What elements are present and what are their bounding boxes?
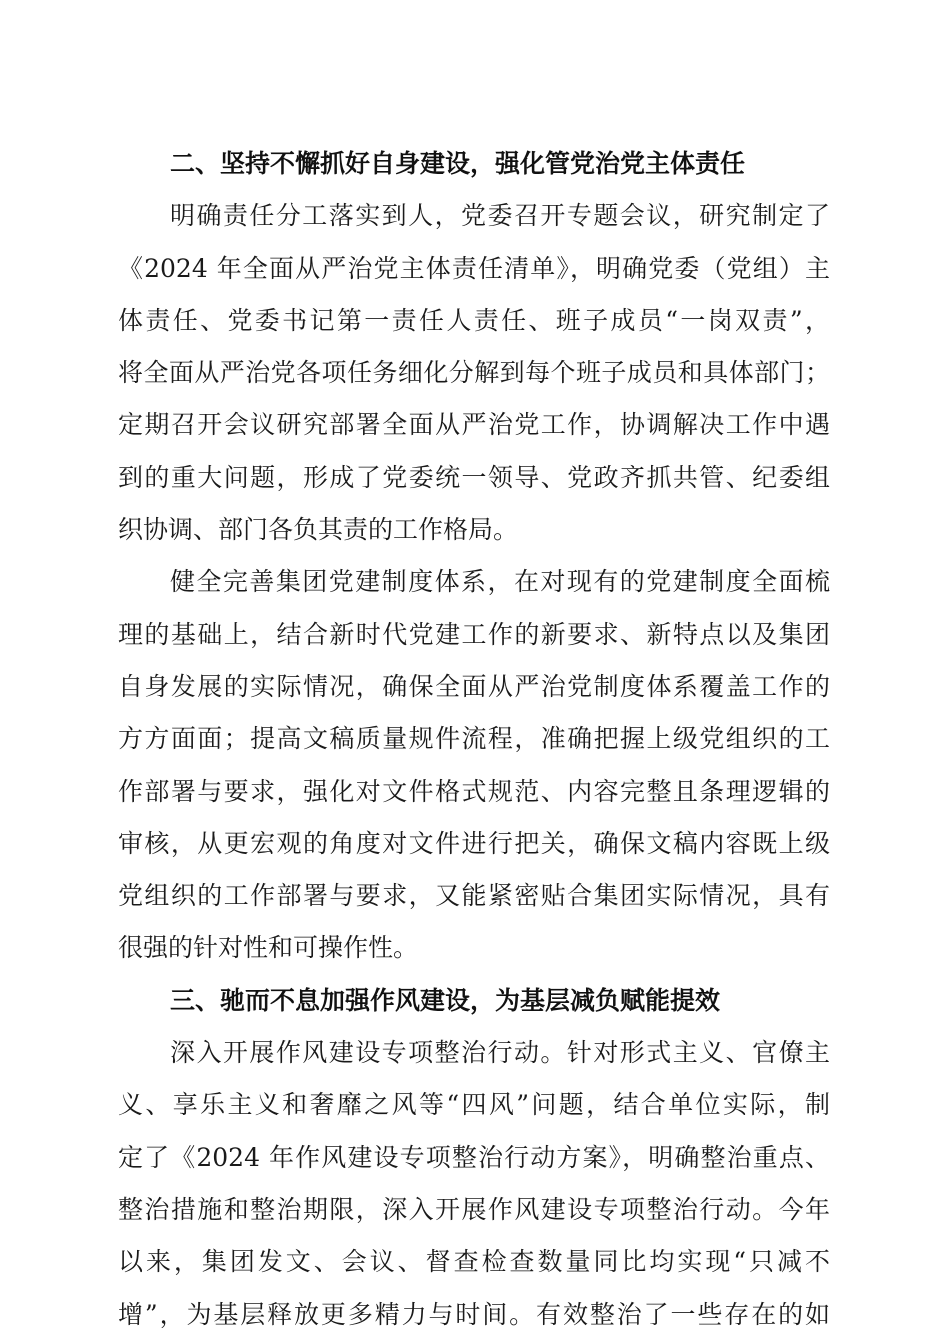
text-line: 定期召开会议研究部署全面从严治党工作，协调解决工作中遇	[118, 410, 830, 440]
document-body	[118, 138, 830, 1341]
paragraph	[118, 556, 830, 974]
text-line: 很强的针对性和可操作性。	[118, 933, 419, 963]
section-heading: 二、坚持不懈抓好自身建设，强化管党治党主体责任	[170, 149, 746, 178]
paragraph	[118, 190, 830, 556]
text-line: 审核，从更宏观的角度对文件进行把关，确保文稿内容既上级	[118, 828, 830, 858]
text-line: 义、享乐主义和奢靡之风等“四风”问题，结合单位实际，制	[118, 1090, 830, 1120]
text-line: 理的基础上，结合新时代党建工作的新要求、新特点以及集团	[118, 619, 830, 649]
text-line: 党组织的工作部署与要求，又能紧密贴合集团实际情况，具有	[118, 881, 830, 911]
text-line: 健全完善集团党建制度体系，在对现有的党建制度全面梳	[170, 567, 830, 597]
section-heading: 三、驰而不息加强作风建设，为基层减负赋能提效	[170, 985, 721, 1015]
text-line: 体责任、党委书记第一责任人责任、班子成员“一岗双责”，	[118, 305, 830, 335]
text-line: 以来，集团发文、会议、督查检查数量同比均实现“只减不	[118, 1247, 830, 1277]
text-line: 增”，为基层释放更多精力与时间。有效整治了一些存在的如	[118, 1299, 830, 1329]
text-line: 《2024 年全面从严治党主体责任清单》，明确党委（党组）主	[118, 253, 830, 283]
paragraph	[118, 1027, 830, 1341]
text-line: 自身发展的实际情况，确保全面从严治党制度体系覆盖工作的	[118, 671, 830, 701]
text-line: 作部署与要求，强化对文件格式规范、内容完整且条理逻辑的	[118, 776, 830, 806]
text-line: 方方面面；提高文稿质量规件流程，准确把握上级党组织的工	[118, 724, 830, 754]
text-line: 定了《2024 年作风建设专项整治行动方案》，明确整治重点、	[118, 1142, 830, 1172]
text-line: 整治措施和整治期限，深入开展作风建设专项整治行动。今年	[118, 1194, 830, 1224]
text-line: 将全面从严治党各项任务细化分解到每个班子成员和具体部门；	[118, 358, 830, 388]
text-line: 深入开展作风建设专项整治行动。针对形式主义、官僚主	[170, 1038, 830, 1068]
text-line: 到的重大问题，形成了党委统一领导、党政齐抓共管、纪委组	[118, 462, 830, 492]
text-line: 明确责任分工落实到人，党委召开专题会议，研究制定了	[170, 201, 830, 231]
text-line: 织协调、部门各负其责的工作格局。	[118, 515, 519, 545]
